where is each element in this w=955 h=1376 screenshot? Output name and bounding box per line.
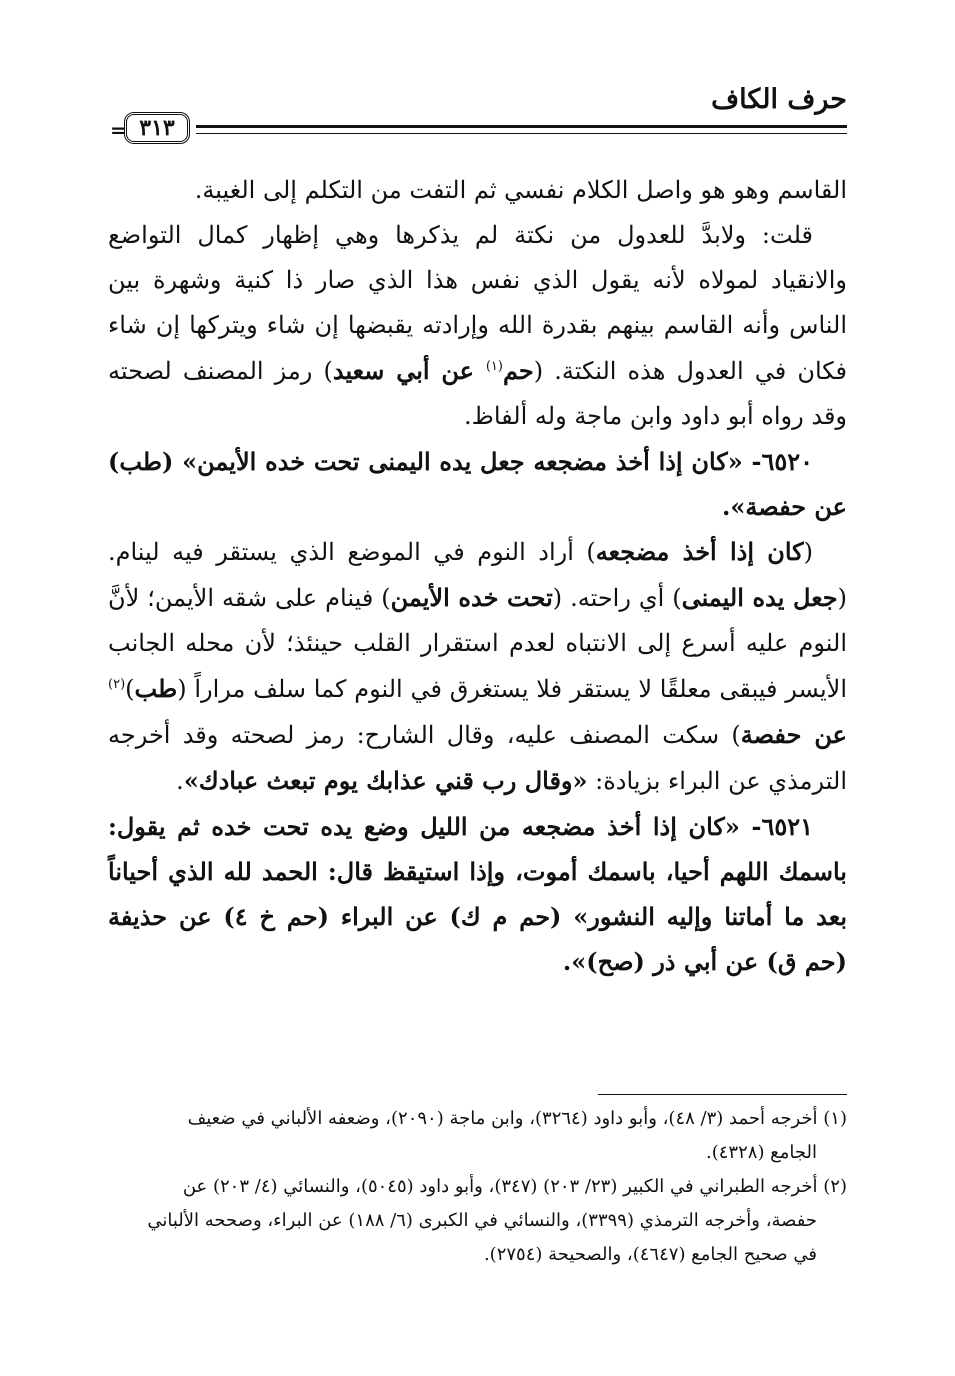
quoted-phrase: جعل يده اليمنى: [681, 583, 838, 612]
quoted-phrase: كان إذا أخذ مضجعه: [595, 537, 804, 566]
header-rule-thin: [196, 133, 847, 134]
footnote-ref-2[interactable]: (٢): [108, 677, 126, 692]
paragraph-commentary-1: [108, 213, 847, 439]
paragraph-continuation: القاسم وهو هو واصل الكلام نفسي ثم التفت من التكلم إلى الغيبة.: [194, 176, 847, 204]
text-run: ) أي راحته. (: [552, 584, 682, 612]
footnote-separator: [598, 1094, 847, 1095]
source-code-tb: طب: [134, 674, 178, 703]
footnote-2-continued: في صحيح الجامع (٤٦٤٧)، والصحيحة (٢٧٥٤).: [483, 1244, 817, 1265]
footnote-2-continued: حفصة، وأخرجه الترمذي (٣٣٩٩)، والنسائي في الكبرى (٦/ ١٨٨) عن البراء، وصححه الألباني: [147, 1210, 817, 1231]
text-run: ) سكت المصنف عليه، وقال الشارح: رمز لصحته وقد أخرجه الترمذي عن البراء بزيادة:: [108, 721, 847, 795]
paragraph-commentary-2: [108, 529, 847, 804]
narrator-abu-said: عن أبي سعيد: [332, 356, 486, 385]
footnote-1-continued: الجامع (٤٣٢٨).: [706, 1142, 817, 1163]
text-run: ) فينام على شقه الأيمن؛ لأنَّ النوم عليه أسرع إلى الانتباه لعدم استقرار القلب حينئذ؛ لأن محله الجانب الأيسر فيبقى معلقًا لا يستقر فلا يستغرق في النوم كما سلف مراراً (: [108, 584, 847, 703]
running-title: حرف الكاف: [711, 84, 847, 115]
text-run: قلت: ولابدَّ للعدول من نكتة لم يذكرها وهي إظهار كمال التواضع والانقياد لمولاه لأنه يقول الذي نفس هذا الذي صار ذا كنية وشهرة بين الناس وأنه القاسم بينهم بقدرة الله وإرادته يقبضها إن شاء ويتركها إن شاء فكان في العدول هذه النكتة. (: [108, 221, 848, 385]
hadith-6521: ٦٥٢١- «كان إذا أخذ مضجعه من الليل وضع يده تحت خده ثم يقول: باسمك اللهم أحيا، باسمك أموت، وإذا استيقظ قال: الحمد لله الذي أحياناً بعد ما أماتنا وإليه النشور» (حم م ك) عن البراء (حم خ ٤) عن حذيفة (حم ق) عن أبي ذر (صح)».: [108, 812, 848, 976]
page-number-frame: [124, 112, 190, 144]
text-run: ) رمز المصنف لصحته وقد رواه أبو داود وابن ماجة وله ألفاظ.: [108, 357, 847, 430]
quoted-supplication: «وقال رب قني عذابك يوم تبعث عبادك»: [183, 766, 588, 795]
page-number-badge: [110, 112, 194, 148]
narrator-hafsa: عن حفصة: [740, 720, 847, 749]
header-rule: [196, 122, 847, 138]
page-number: ٣١٣: [139, 115, 175, 141]
text-run: ): [125, 675, 135, 703]
source-code-hm: حم: [502, 356, 534, 385]
hadith-6520: ٦٥٢٠- «كان إذا أخذ مضجعه جعل يده اليمنى تحت خده الأيمن» (طب) عن حفصة».: [108, 447, 847, 521]
page-number-ornament: =: [110, 118, 127, 142]
body-text: [108, 168, 847, 984]
footnote-2: (٢) أخرجه الطبراني في الكبير (٢٣/ ٢٠٣) (٣٤٧)، وأبو داود (٥٠٤٥)، والنسائي (٤/ ٢٠٣) عن: [182, 1176, 847, 1197]
header-rule-thick: [196, 125, 847, 128]
footnotes: [108, 1102, 847, 1272]
text-run: ) أراد النوم في الموضع الذي يستقر فيه لينام. (: [108, 538, 848, 612]
text-run: .: [176, 767, 184, 795]
text-run: (: [803, 538, 813, 566]
footnote-1: (١) أخرجه أحمد (٣/ ٤٨)، وأبو داود (٣٢٦٤)، وابن ماجة (٢٠٩٠)، وضعفه الألباني في ضعيف: [187, 1108, 847, 1129]
footnote-ref-1[interactable]: (١): [485, 359, 503, 374]
quoted-phrase: تحت خده الأيمن: [390, 583, 553, 612]
